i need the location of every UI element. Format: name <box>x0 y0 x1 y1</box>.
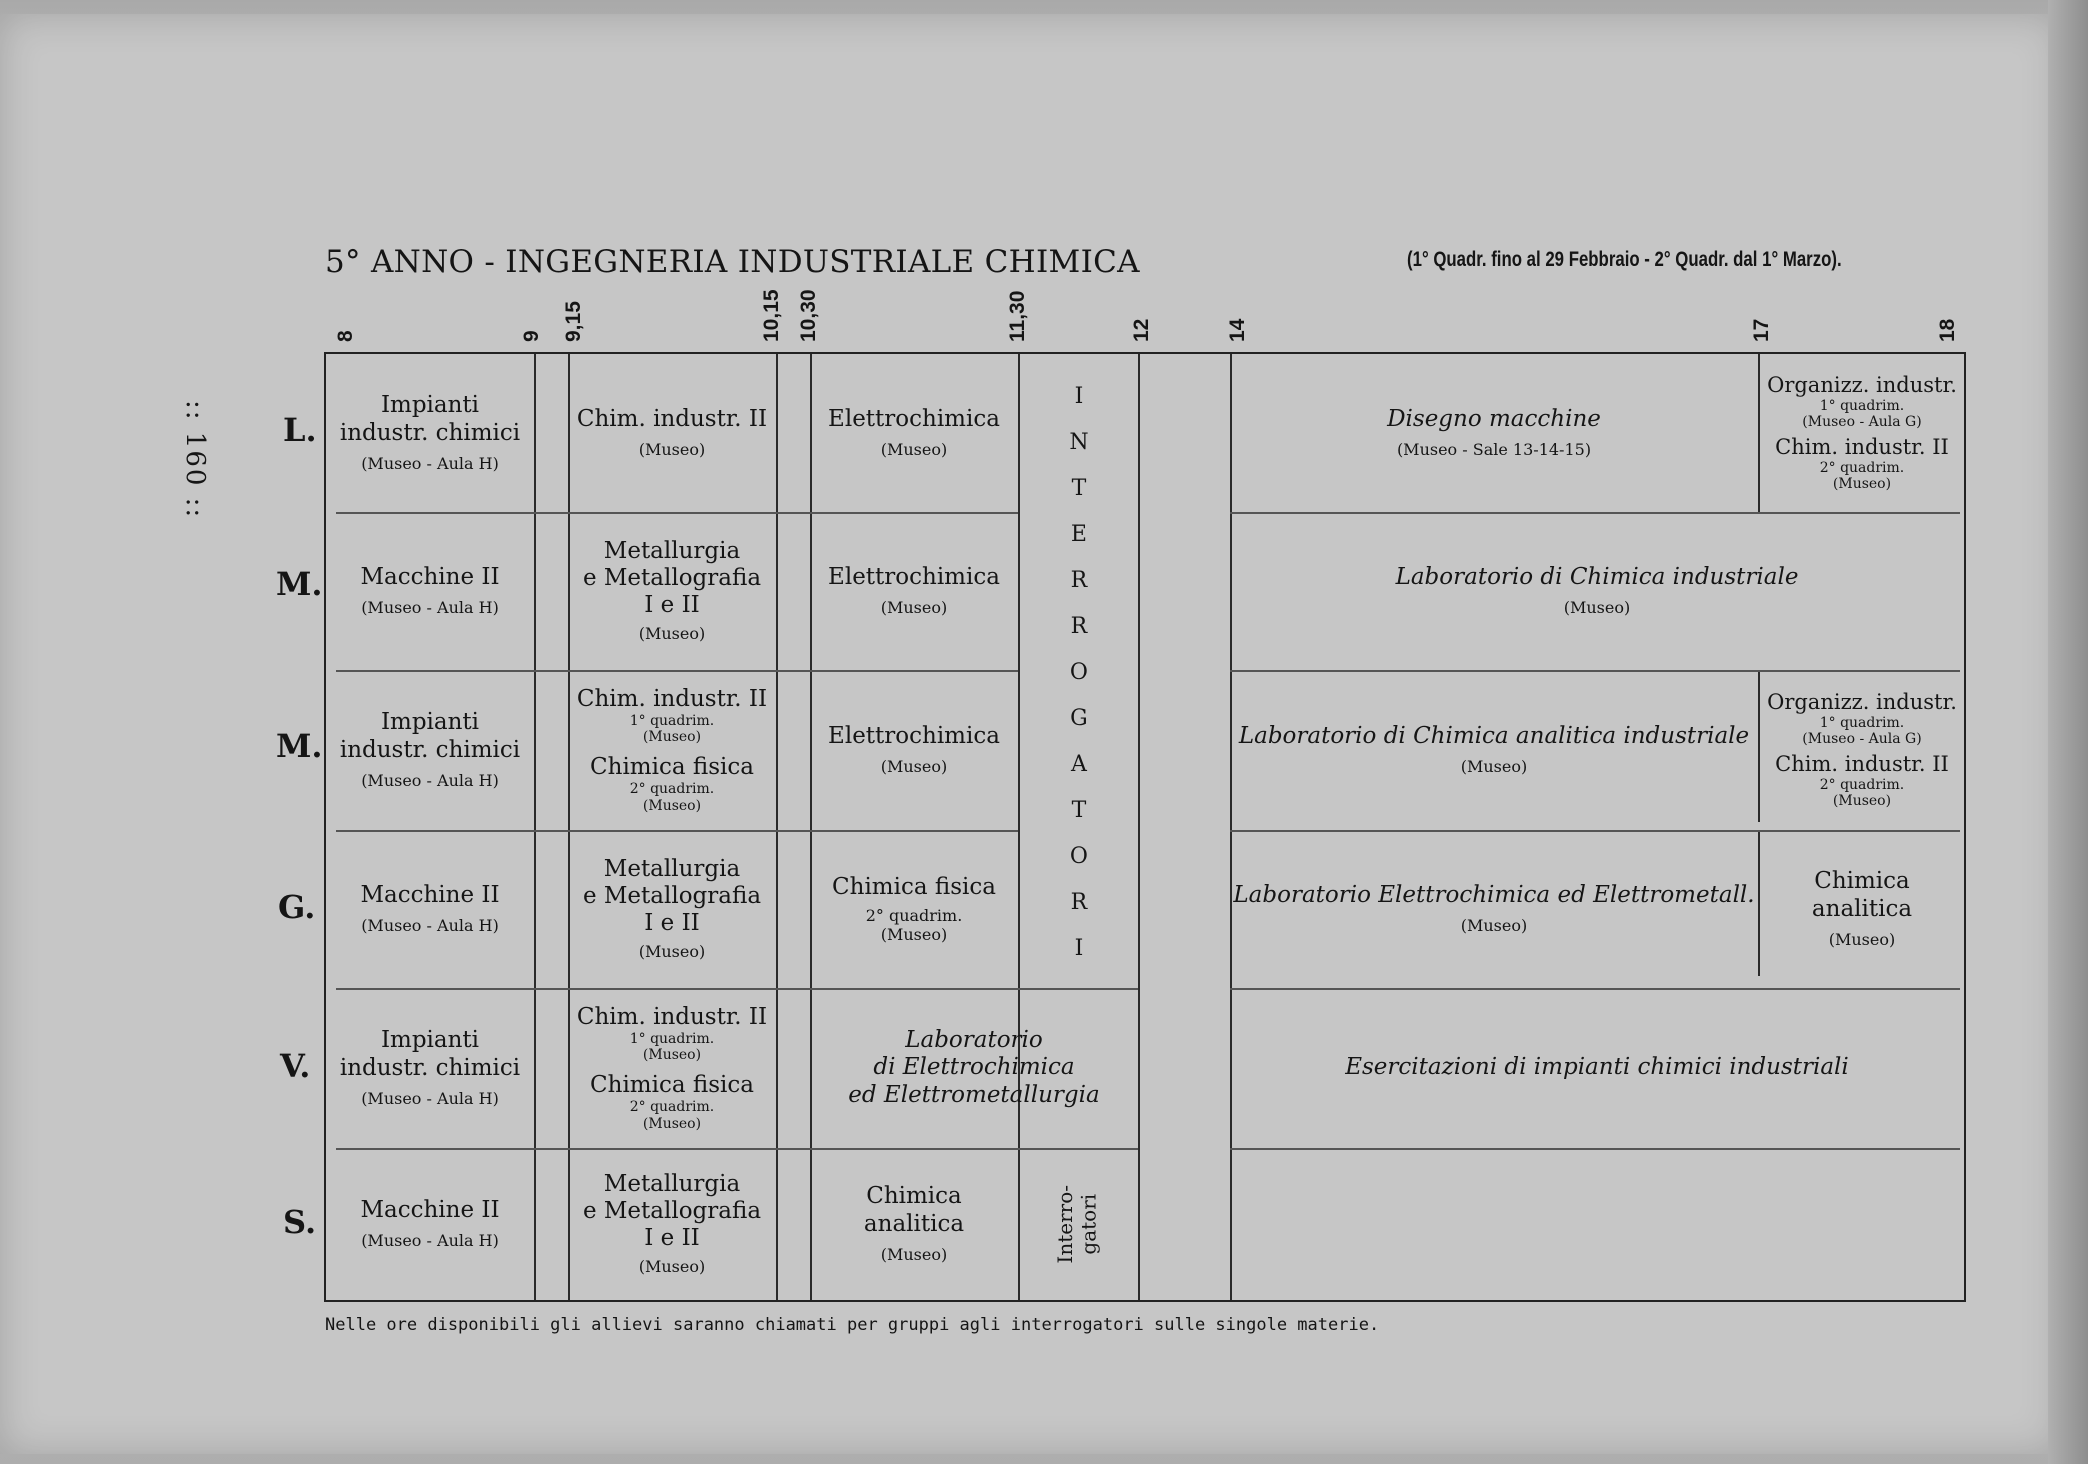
timetable <box>324 352 1966 1302</box>
row-2-col-3: Elettrochimica (Museo) <box>828 723 1000 777</box>
day-label-lunedi: L. <box>283 411 317 449</box>
hour-label: 18 <box>1936 318 1959 342</box>
row-0-col-1: Impianti industr. chimici (Museo - Aula H) <box>339 392 521 473</box>
hour-label: 17 <box>1750 318 1773 342</box>
page-edge-shadow <box>2048 0 2088 1464</box>
row-3-col-1: Macchine II (Museo - Aula H) <box>360 882 500 936</box>
row-3-afternoon: Laboratorio Elettrochimica ed Elettrometall. (Museo) <box>1233 882 1755 936</box>
row-4-col-1: Impianti industr. chimici (Museo - Aula H) <box>339 1027 521 1108</box>
hour-label: 10,30 <box>797 289 820 342</box>
row-1-col-1: Macchine II (Museo - Aula H) <box>360 564 500 618</box>
row-0-col-2: Chim. industr. II (Museo) <box>576 406 768 460</box>
row-0-col-3: Elettrochimica (Museo) <box>828 406 1000 460</box>
hour-label: 9,15 <box>562 301 585 342</box>
page-title: 5° ANNO - INGEGNERIA INDUSTRIALE CHIMICA <box>325 244 1140 280</box>
row-2-col-2: Chim. industr. II 1° quadrim. (Museo) Chimica fisica 2° quadrim. (Museo) <box>576 685 768 814</box>
hour-label: 10,15 <box>760 289 783 342</box>
row-5-interrogatori: Interro- gatori <box>1053 1184 1101 1264</box>
day-label-venerdi: V. <box>280 1047 311 1085</box>
row-5-col-2: Metallurgia e Metallografia I e II (Museo) <box>582 1170 762 1277</box>
row-4-afternoon: Esercitazioni di impianti chimici industriali <box>1345 1054 1849 1081</box>
hour-label: 11,30 <box>1006 290 1029 342</box>
day-label-martedi: M. <box>276 565 323 603</box>
row-4-col-2: Chim. industr. II 1° quadrim. (Museo) Chimica fisica 2° quadrim. (Museo) <box>576 1003 768 1132</box>
page-subtitle: (1° Quadr. fino al 29 Febbraio - 2° Quadr. dal 1° Marzo). <box>1407 248 1842 271</box>
row-4-col-3: Laboratorio di Elettrochimica ed Elettrometallurgia <box>848 1027 1100 1108</box>
row-3-side: Chimica analitica (Museo) <box>1811 868 1913 949</box>
row-2-afternoon: Laboratorio di Chimica analitica industriale (Museo) <box>1238 723 1750 777</box>
row-2-side: Organizz. industr. 1° quadrim. (Museo - Aula G) Chim. industr. II 2° quadrim. (Museo) <box>1767 690 1957 810</box>
row-3-col-2: Metallurgia e Metallografia I e II (Museo) <box>582 855 762 962</box>
interrogatori-column <box>1018 384 1138 994</box>
row-1-col-3: Elettrochimica (Museo) <box>828 564 1000 618</box>
hour-label: 12 <box>1130 318 1153 342</box>
interrogatori-label: INTERROGATORI <box>1066 384 1092 982</box>
hour-label: 8 <box>334 330 357 342</box>
page-number: :: 160 :: <box>180 400 210 520</box>
hour-label: 14 <box>1226 318 1249 342</box>
row-0-side: Organizz. industr. 1° quadrim. (Museo - Aula G) Chim. industr. II 2° quadrim. (Museo) <box>1767 373 1957 493</box>
day-label-giovedi: G. <box>278 888 316 926</box>
hour-label: 9 <box>520 330 543 342</box>
row-5-col-1: Macchine II (Museo - Aula H) <box>360 1197 500 1251</box>
day-label-sabato: S. <box>283 1203 317 1241</box>
row-5-col-3: Chimica analitica (Museo) <box>863 1183 965 1264</box>
row-0-afternoon: Disegno macchine (Museo - Sale 13-14-15) <box>1387 406 1601 460</box>
row-2-col-1: Impianti industr. chimici (Museo - Aula H) <box>339 709 521 790</box>
row-1-afternoon: Laboratorio di Chimica industriale (Museo) <box>1395 564 1799 618</box>
row-1-col-2: Metallurgia e Metallografia I e II (Museo) <box>582 537 762 644</box>
row-3-col-3: Chimica fisica 2° quadrim. (Museo) <box>832 873 996 944</box>
footer-note: Nelle ore disponibili gli allievi saranno chiamati per gruppi agli interrogatori sulle singole materie. <box>325 1315 1380 1335</box>
day-label-mercoledi: M. <box>276 727 323 765</box>
